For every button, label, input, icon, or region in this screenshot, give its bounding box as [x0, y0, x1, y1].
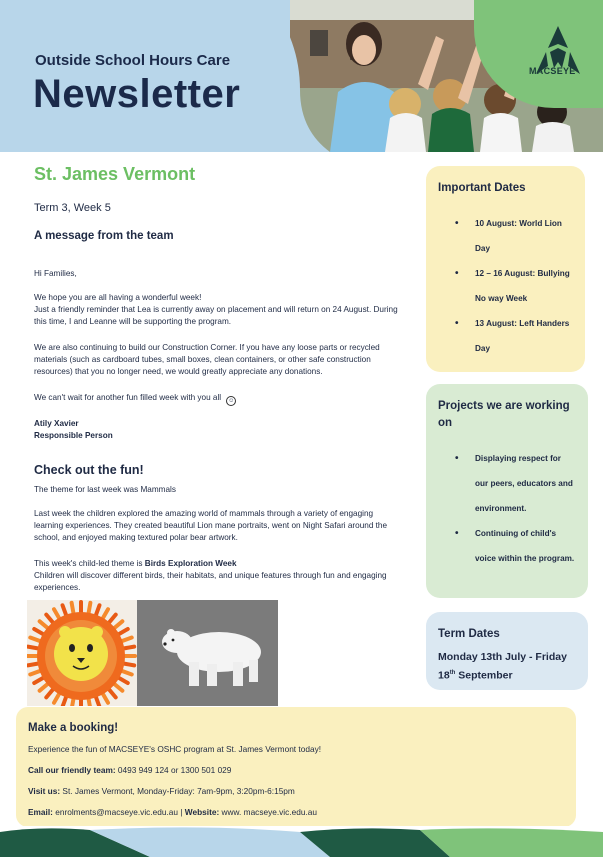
projects-title: Projects we are working on: [438, 400, 570, 429]
footer-wave: [0, 826, 603, 857]
important-dates-card: [426, 166, 585, 372]
important-dates-list: [438, 211, 573, 361]
booking-call: Call our friendly team: 0493 949 124 or 1300 501 029: [28, 765, 232, 775]
theme-this-week: [34, 558, 402, 595]
logo-text: MACSEYE: [529, 66, 576, 76]
fun-heading: Check out the fun!: [34, 463, 144, 477]
booking-section: [16, 707, 576, 827]
org-line: Outside School Hours Care: [35, 52, 231, 69]
signature-role: Responsible Person: [34, 431, 113, 440]
booking-title: Make a booking!: [28, 722, 119, 734]
important-dates-title: Important Dates: [438, 182, 526, 194]
theme-last-week: The theme for last week was Mammals: [34, 485, 176, 494]
theme-this-week-name: Birds Exploration Week: [144, 559, 237, 568]
phone-numbers[interactable]: 0493 949 124 or 1300 501 029: [115, 765, 232, 775]
list-item: • 10 August: World Lion Day: [438, 211, 573, 261]
list-item: • 13 August: Left Handers Day: [438, 311, 573, 361]
paragraph-3: [34, 392, 402, 406]
booking-visit: Visit us: St. James Vermont, Monday-Friday: 7am-9pm, 3:20pm-6:15pm: [28, 786, 295, 796]
lion-mane-portrait: [27, 600, 137, 706]
term-dates-text: [438, 649, 576, 684]
list-item: • Continuing of child's voice within the program.: [438, 521, 576, 571]
list-item: • Displaying respect for our peers, educators and environment.: [438, 446, 576, 521]
page-title: Newsletter: [33, 72, 241, 116]
term-dates-card: [426, 612, 588, 690]
fun-paragraph: Last week the children explored the amazing world of mammals through a variety of engaging learning experiences. They created beautiful Lion mane portraits, went on Night Safari around the school, and enjoyed making textured polar bear artwork.: [34, 509, 388, 543]
list-item: • 12 – 16 August: Bullying No way Week: [438, 261, 573, 311]
projects-list: [438, 446, 576, 571]
website-link[interactable]: www. macseye.vic.edu.au: [219, 807, 317, 817]
projects-card: [426, 384, 588, 598]
term-dates-line-2: 18th September: [438, 669, 513, 682]
theme-this-week-prefix: This week's child-led theme is: [34, 559, 145, 568]
paragraph-1-line-2: Just a friendly reminder that Lea is currently away on placement and will return on 24 August. During this time, I and Leanne will be supporting the program.: [34, 305, 398, 327]
paragraph-1-line-1: We hope you are all having a wonderful week!: [34, 293, 202, 302]
theme-this-week-desc: Children will discover different birds, their habitats, and unique features through fun and engaging experiences.: [34, 571, 387, 593]
booking-contact: Email: enrolments@macseye.vic.edu.au | Website: www. macseye.vic.edu.au: [28, 807, 317, 817]
term-week: Term 3, Week 5: [34, 202, 111, 214]
message-heading: A message from the team: [34, 230, 174, 242]
smiley-icon: ☺: [228, 398, 235, 404]
site-name: St. James Vermont: [34, 164, 196, 184]
booking-intro: Experience the fun of MACSEYE's OSHC program at St. James Vermont today!: [28, 744, 322, 754]
signature-name: Atily Xavier: [34, 419, 79, 428]
header: [0, 0, 603, 152]
greeting: Hi Families,: [34, 269, 77, 278]
paragraph-2: We are also continuing to build our Construction Corner. If you have any loose parts or recycled materials (such as cardboard tubes, small boxes, clean containers, or other safe construction resources) that you no longer need, we would greatly appreciate any donations.: [34, 343, 380, 377]
polar-bear-artwork: [137, 600, 278, 706]
paragraph-3-text: We can't wait for another fun filled week with you all: [34, 393, 222, 402]
term-dates-title: Term Dates: [438, 628, 500, 640]
paragraph-1: [34, 292, 402, 329]
email-link[interactable]: enrolments@macseye.vic.edu.au |: [52, 807, 185, 817]
term-dates-line-1: Monday 13th July - Friday: [438, 651, 567, 663]
